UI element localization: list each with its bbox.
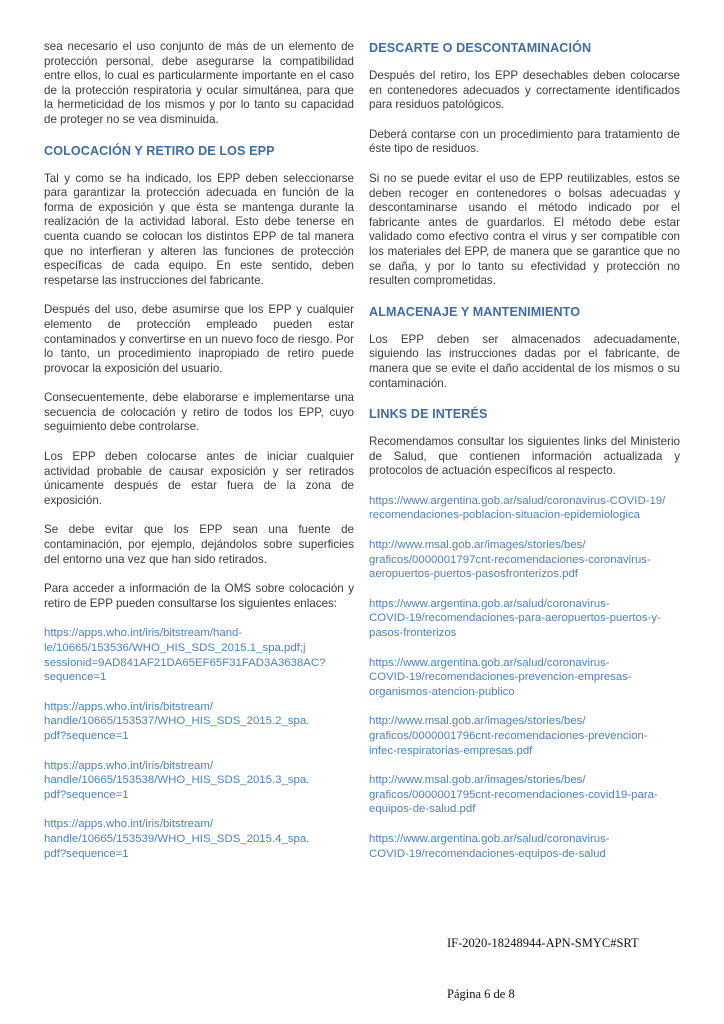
paragraph: Consecuentemente, debe elaborarse e implementarse una secuencia de colocación y retiro de todos los EPP, cuyo seguimiento debe controlarse. <box>44 391 354 434</box>
who-link[interactable]: https://apps.who.int/iris/bitstream/hand- le/10665/153536/WHO_HIS_SDS_2015.1_spa.pdf;j sessionid=9AD841AF21DA65EF65F31FAD3A3638AC? sequence=1 <box>44 627 326 684</box>
section-heading-links: LINKS DE INTERÉS <box>369 407 488 422</box>
document-id: IF-2020-18248944-APN-SMYC#SRT <box>447 936 639 950</box>
ministry-link[interactable]: http://www.msal.gob.ar/images/stories/bes/ graficos/0000001797cnt-recomendaciones-coronavirus- aeropuertos-puertos-pasosfronterizos.pdf <box>369 539 651 581</box>
ministry-link[interactable]: https://www.argentina.gob.ar/salud/coronavirus- COVID-19/recomendaciones-prevencion-empresas- organismos-atencion-publico <box>369 656 632 698</box>
page-number: Página 6 de 8 <box>447 987 515 1001</box>
who-link[interactable]: https://apps.who.int/iris/bitstream/ handle/10665/153539/WHO_HIS_SDS_2015.4_spa. pdf?sequence=1 <box>44 818 310 860</box>
paragraph: Los EPP deben ser almacenados adecuadamente, siguiendo las instrucciones dadas por el fabricante, de manera que se evite el daño accidental de los mismos o su contaminación. <box>369 332 680 390</box>
paragraph: Deberá contarse con un procedimiento para tratamiento de éste tipo de residuos. <box>369 127 680 156</box>
section-heading-colocacion: COLOCACIÓN Y RETIRO DE LOS EPP <box>44 143 275 158</box>
ministry-link[interactable]: https://www.argentina.gob.ar/salud/coronavirus- COVID-19/recomendaciones-equipos-de-salud <box>369 832 610 860</box>
paragraph: Tal y como se ha indicado, los EPP deben seleccionarse para garantizar la protección adecuada en función de la forma de exposición y que ésta se mantenga durante la realización de la actividad laboral. Esto debe tenerse en cuenta cuando se colocan los distintos EPP de tal manera que no interfieran y alteren las funciones de protección específicas de cada equipo. En este sentido, deben respetarse las instrucciones del fabricante. <box>44 171 354 287</box>
left-column <box>44 40 354 876</box>
paragraph: Si no se puede evitar el uso de EPP reutilizables, estos se deben recoger en contenedores o bolsas adecuadas y descontaminarse usando el método indicado por el fabricante antes de guardarlos. El método debe estar validado como efectivo contra el virus y ser compatible con los materiales del EPP, de manera que se garantice que no se daña, y por lo tanto su efectividad y protección no resulten comprometidas. <box>369 171 680 288</box>
ministry-link[interactable]: http://www.msal.gob.ar/images/stories/bes/ graficos/0000001795cnt-recomendaciones-covid19-para- equipos-de-salud.pdf <box>369 774 658 816</box>
intro-paragraph: sea necesario el uso conjunto de más de un elemento de protección personal, debe asegurarse la compatibilidad entre ellos, lo cual es particularmente importante en el caso de la protección respiratoria y ocular simultánea, para que la hermeticidad de los mismos y por lo tanto su capacidad de proteger no se vea disminuida. <box>44 40 354 126</box>
right-column <box>369 40 680 876</box>
paragraph: Después del retiro, los EPP desechables deben colocarse en contenedores adecuados y correctamente identificados para residuos patológicos. <box>369 69 680 112</box>
paragraph: Recomendamos consultar los siguientes links del Ministerio de Salud, que contienen información actualizada y protocolos de actuación específicos al respecto. <box>369 435 680 478</box>
paragraph: Después del uso, debe asumirse que los EPP y cualquier elemento de protección empleado pueden estar contaminados y convertirse en un nuevo foco de riesgo. Por lo tanto, un procedimiento inapropiado de retiro puede provocar la exposición del usuario. <box>44 303 354 375</box>
section-heading-descarte: DESCARTE O DESCONTAMINACIÓN <box>369 41 592 55</box>
ministry-link[interactable]: https://www.argentina.gob.ar/salud/coronavirus- COVID-19/recomendaciones-para-aeropuertos-puertos-y- pasos-fronterizos <box>369 597 661 640</box>
paragraph: Los EPP deben colocarse antes de iniciar cualquier actividad probable de causar exposición y ser retirados únicamente después de estar fuera de la zona de exposición. <box>44 450 354 507</box>
who-link[interactable]: https://apps.who.int/iris/bitstream/ handle/10665/153538/WHO_HIS_SDS_2015.3_spa. pdf?sequence=1 <box>44 759 310 801</box>
paragraph: Se debe evitar que los EPP sean una fuente de contaminación, por ejemplo, dejándolos sobre superficies del entorno una vez que han sido retirados. <box>44 523 354 566</box>
ministry-link[interactable]: https://www.argentina.gob.ar/salud/coronavirus-COVID-19/ recomendaciones-poblacion-situacion-epidemiologica <box>369 494 666 522</box>
paragraph: Para acceder a información de la OMS sobre colocación y retiro de EPP pueden consultarse los siguientes enlaces: <box>44 582 354 610</box>
who-link[interactable]: https://apps.who.int/iris/bitstream/ handle/10665/153537/WHO_HIS_SDS_2015.2_spa. pdf?sequence=1 <box>44 700 310 742</box>
ministry-link[interactable]: http://www.msal.gob.ar/images/stories/bes/ graficos/0000001796cnt-recomendaciones-prevencion- infec-respiratorias-empresas.pdf <box>369 715 648 757</box>
section-heading-almacenaje: ALMACENAJE Y MANTENIMIENTO <box>369 304 581 319</box>
